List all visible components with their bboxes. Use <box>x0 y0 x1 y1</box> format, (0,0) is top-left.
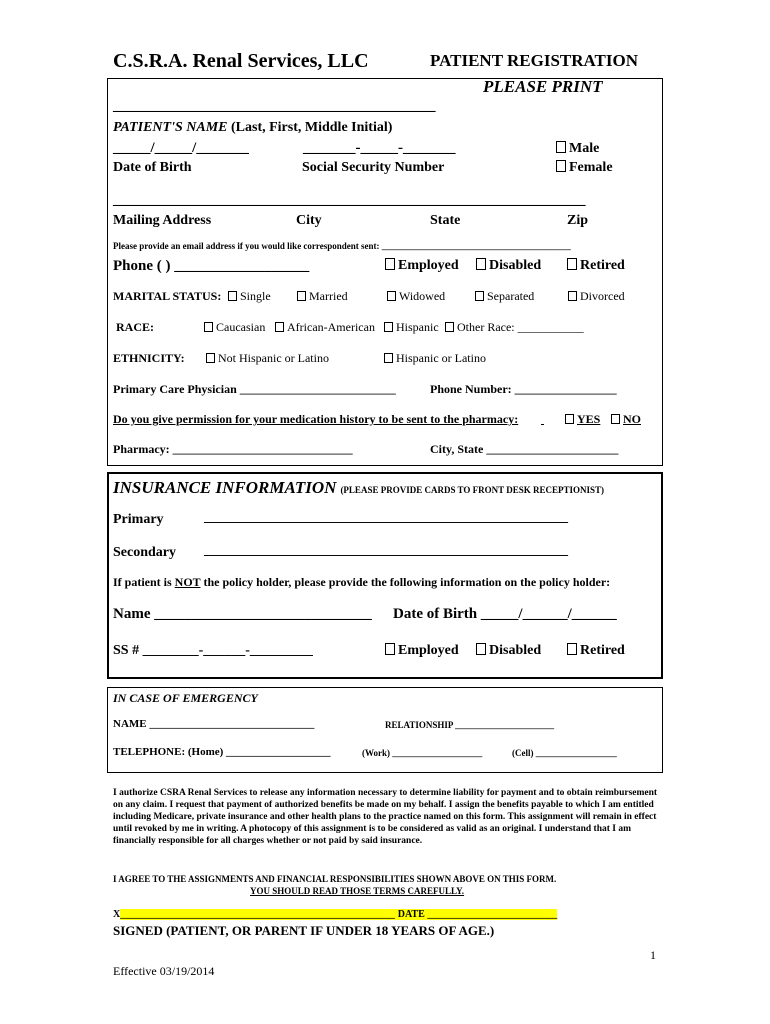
emergency-cell-phone-field[interactable]: (Cell) __________________ <box>512 748 617 758</box>
no-checkbox[interactable] <box>611 414 620 424</box>
marital-widowed-option[interactable] <box>387 289 445 304</box>
policy-note-post: the policy holder, please provide the following information on the policy holder: <box>200 575 611 589</box>
holder-retired-option[interactable] <box>567 643 625 659</box>
ethnicity-label: ETHNICITY: <box>113 351 185 365</box>
marital-separated-option[interactable] <box>475 289 534 304</box>
marital-single-option[interactable] <box>228 289 271 304</box>
policy-note-pre: If patient is <box>113 575 175 589</box>
other-race-label: Other Race: ___________ <box>457 320 584 334</box>
insurance-title: INSURANCE INFORMATION <box>113 478 337 497</box>
disabled-checkbox[interactable] <box>476 258 486 270</box>
phone-number-field[interactable]: Phone Number: _________________ <box>430 382 617 396</box>
not-hispanic-checkbox[interactable] <box>206 353 215 363</box>
hispanic-checkbox[interactable] <box>384 322 393 332</box>
primary-care-field[interactable]: Primary Care Physician __________________________ <box>113 382 396 396</box>
patient-name-field[interactable]: ___________________________________________ <box>113 98 436 114</box>
female-label: Female <box>569 160 613 175</box>
date-label: DATE <box>397 909 425 920</box>
holder-name-field[interactable]: Name _____________________________ <box>113 606 372 622</box>
policy-note-not: NOT <box>174 575 201 589</box>
disabled-label: Disabled <box>489 258 542 273</box>
employed-option[interactable] <box>385 258 459 274</box>
single-label: Single <box>240 289 271 303</box>
widowed-label: Widowed <box>399 289 446 303</box>
african-american-checkbox[interactable] <box>275 322 284 332</box>
pharmacy-permission-question: Do you give permission for your medication history to be sent to the pharmacy: <box>113 412 519 426</box>
holder-retired-label: Retired <box>580 643 625 658</box>
policy-holder-note <box>113 575 610 590</box>
patient-name-label <box>113 120 392 136</box>
yes-option[interactable] <box>565 412 600 427</box>
male-option[interactable] <box>556 141 599 157</box>
agree-statement: I AGREE TO THE ASSIGNMENTS AND FINANCIAL RESPONSIBILITIES SHOWN ABOVE ON THIS FORM. <box>113 874 557 884</box>
dob-field[interactable]: _____/_____/_______ <box>113 140 249 156</box>
hispanic-latino-option[interactable] <box>384 351 486 366</box>
other-race-checkbox[interactable] <box>445 322 454 332</box>
holder-disabled-checkbox[interactable] <box>476 643 486 655</box>
mailing-address-label: Mailing Address <box>113 213 212 228</box>
form-title: PATIENT REGISTRATION <box>430 51 638 70</box>
race-hispanic-option[interactable] <box>384 320 439 335</box>
email-field[interactable]: Please provide an email address if you would like correspondent sent: __________________________________________ <box>113 241 571 251</box>
female-checkbox[interactable] <box>556 160 566 172</box>
hispanic-latino-checkbox[interactable] <box>384 353 393 363</box>
permission-spacer <box>541 412 565 427</box>
insurance-subtitle: (PLEASE PROVIDE CARDS TO FRONT DESK RECEPTIONIST) <box>340 485 604 495</box>
single-checkbox[interactable] <box>228 291 237 301</box>
race-other-option[interactable] <box>445 320 584 335</box>
hispanic-latino-label: Hispanic or Latino <box>396 351 486 365</box>
divorced-checkbox[interactable] <box>568 291 577 301</box>
no-option[interactable] <box>611 412 641 427</box>
holder-disabled-option[interactable] <box>476 643 541 659</box>
zip-label: Zip <box>567 213 589 228</box>
hispanic-label: Hispanic <box>396 320 439 334</box>
secondary-insurance-field[interactable]: ____________________________________________________ <box>204 543 568 558</box>
secondary-insurance-label: Secondary <box>113 545 176 560</box>
date-line[interactable]: __________________________ <box>427 909 558 920</box>
primary-insurance-label: Primary <box>113 512 164 527</box>
authorization-paragraph: I authorize CSRA Renal Services to release any information necessary to determine liability for payment and to obtain reimbursement on any claim. I request that payment of authorized benefits be made on my behalf. I assign the benefits payable to which I am entitled including Medicare, private insurance and other health plans to the practice named on this form. This assignment will remain in effect until revoked by me in writing. A photocopy of this assignment is to be considered as valid as an original. I understand that I am financially responsible for all charges whether or not paid by said insurance. <box>113 788 658 846</box>
retired-option[interactable] <box>567 258 625 274</box>
holder-employed-checkbox[interactable] <box>385 643 395 655</box>
divorced-label: Divorced <box>580 289 625 303</box>
ssn-label: Social Security Number <box>302 160 445 175</box>
signed-caption: SIGNED (PATIENT, OR PARENT IF UNDER 18 YEARS OF AGE.) <box>113 923 495 938</box>
pharmacy-field[interactable]: Pharmacy: ______________________________ <box>113 442 353 456</box>
race-label: RACE: <box>116 320 154 334</box>
please-print-label: PLEASE PRINT <box>483 77 603 96</box>
primary-insurance-field[interactable]: ____________________________________________________ <box>204 510 568 525</box>
holder-employed-option[interactable] <box>385 643 459 659</box>
emergency-relationship-field[interactable]: RELATIONSHIP ______________________ <box>385 720 555 730</box>
not-hispanic-label: Not Hispanic or Latino <box>218 351 329 365</box>
holder-ss-field[interactable]: SS # ________-______-_________ <box>113 643 313 658</box>
marital-status-label: MARITAL STATUS: <box>113 289 222 303</box>
state-label: State <box>430 213 461 228</box>
signature-x: X <box>113 909 121 920</box>
no-label: NO <box>623 412 641 426</box>
marital-divorced-option[interactable] <box>568 289 625 304</box>
male-label: Male <box>569 141 600 156</box>
dob-label: Date of Birth <box>113 160 192 175</box>
married-checkbox[interactable] <box>297 291 306 301</box>
female-option[interactable] <box>556 160 613 176</box>
employed-checkbox[interactable] <box>385 258 395 270</box>
yes-checkbox[interactable] <box>565 414 574 424</box>
address-field[interactable]: _______________________________________________________________ <box>113 192 586 208</box>
company-name: C.S.R.A. Renal Services, LLC <box>113 50 369 72</box>
page-number: 1 <box>650 948 656 962</box>
caucasian-label: Caucasian <box>216 320 266 334</box>
african-american-label: African-American <box>287 320 375 334</box>
read-terms-statement: YOU SHOULD READ THOSE TERMS CAREFULLY. <box>250 886 465 896</box>
pharmacy-city-state-field[interactable]: City, State ______________________ <box>430 442 619 456</box>
race-caucasian-option[interactable] <box>204 320 265 335</box>
emergency-work-phone-field[interactable]: (Work) ____________________ <box>362 748 483 758</box>
holder-disabled-label: Disabled <box>489 643 542 658</box>
caucasian-checkbox[interactable] <box>204 322 213 332</box>
not-hispanic-option[interactable] <box>206 351 329 366</box>
patient-name-label-rest: (Last, First, Middle Initial) <box>227 120 393 135</box>
city-label: City <box>296 213 322 228</box>
widowed-checkbox[interactable] <box>387 291 396 301</box>
holder-employed-label: Employed <box>398 643 459 658</box>
holder-retired-checkbox[interactable] <box>567 643 577 655</box>
separated-checkbox[interactable] <box>475 291 484 301</box>
disabled-option[interactable] <box>476 258 541 274</box>
ssn-field[interactable]: _______-_____-_______ <box>303 140 456 156</box>
emergency-name-field[interactable]: NAME ______________________________ <box>113 718 315 730</box>
employed-label: Employed <box>398 258 459 273</box>
signature-line[interactable]: _______________________________________________________ <box>120 909 396 920</box>
insurance-header <box>113 478 604 498</box>
patient-name-label-italic: PATIENT'S NAME <box>113 120 228 135</box>
emergency-home-phone-field[interactable]: TELEPHONE: (Home) ___________________ <box>113 746 331 758</box>
effective-date: Effective 03/19/2014 <box>113 964 215 978</box>
phone-field[interactable]: Phone ( ) __________________ <box>113 258 310 274</box>
separated-label: Separated <box>487 289 535 303</box>
holder-dob-field[interactable]: Date of Birth _____/______/______ <box>393 606 617 622</box>
married-label: Married <box>309 289 348 303</box>
male-checkbox[interactable] <box>556 141 566 153</box>
yes-label: YES <box>577 412 601 426</box>
marital-married-option[interactable] <box>297 289 348 304</box>
retired-checkbox[interactable] <box>567 258 577 270</box>
race-african-american-option[interactable] <box>275 320 375 335</box>
emergency-title: IN CASE OF EMERGENCY <box>113 691 258 705</box>
retired-label: Retired <box>580 258 625 273</box>
signature-row[interactable] <box>113 909 557 920</box>
